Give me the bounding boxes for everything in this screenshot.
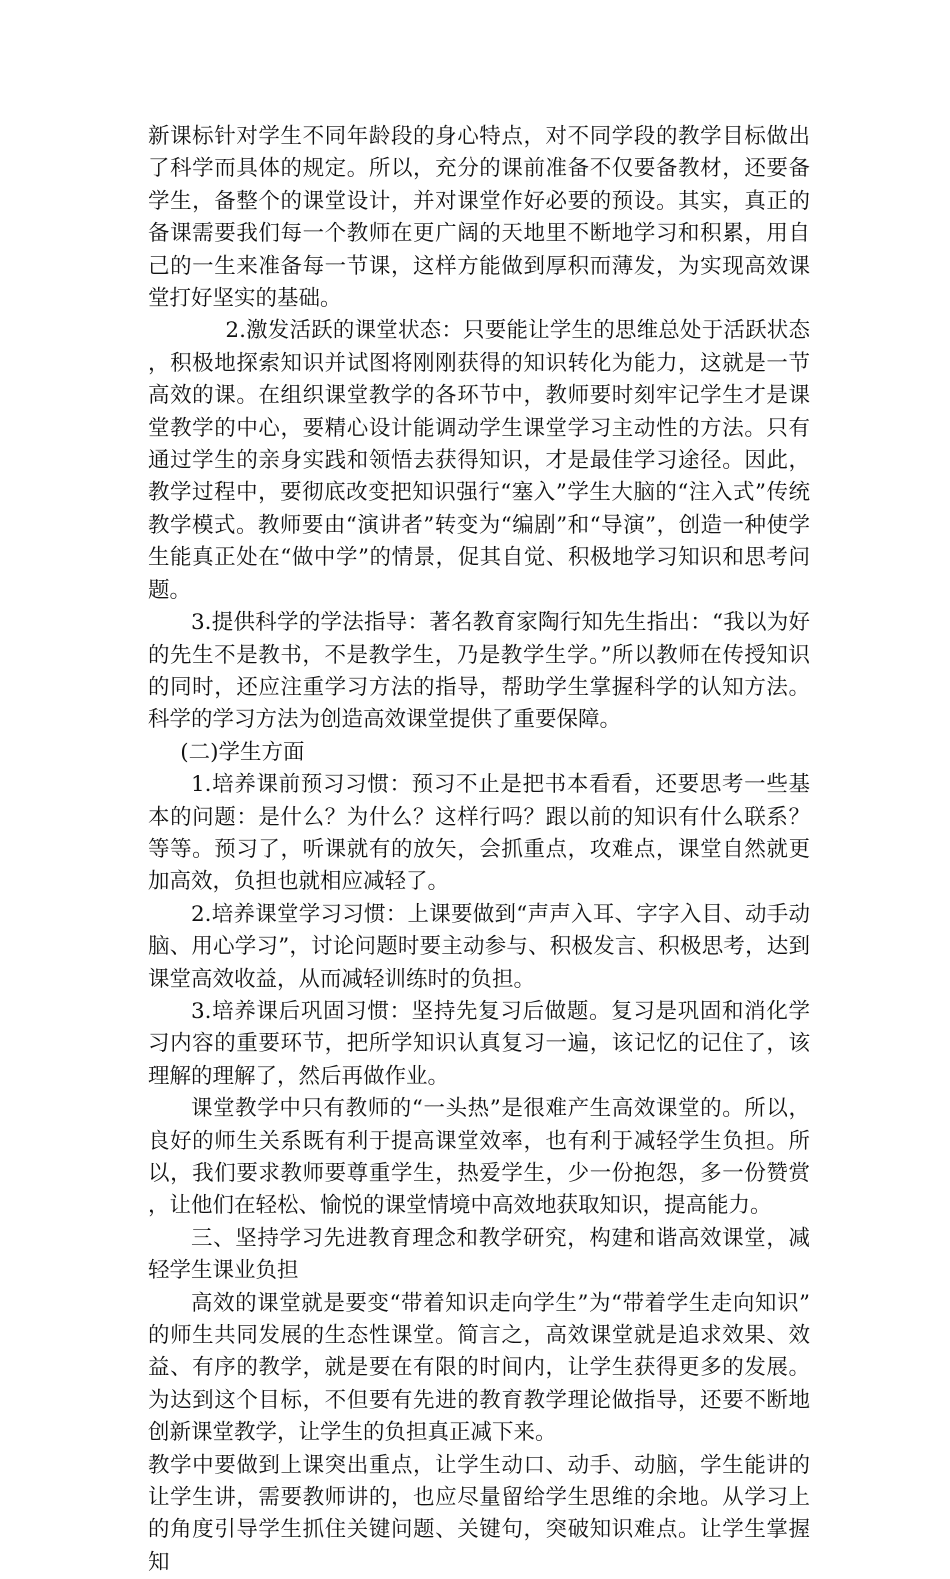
paragraph-study-method-guidance: 3.提供科学的学法指导：著名教育家陶行知先生指出：“我以为好的先生不是教书，不是教学生，乃是教学生学。”所以教师在传授知识的同时，还应注重学习方法的指导，帮助学生掌握科学的认知方法。科学的学习方法为创造高效课堂提供了重要保障。 (148, 610, 810, 733)
paragraph-classroom-habit: 2.培养课堂学习习惯：上课要做到“声声入耳、字字入目、动手动脑、用心学习”，讨论问题时要主动参与、积极发言、积极思考，达到课堂高效收益，从而减轻训练时的负担。 (148, 901, 810, 992)
document-body (148, 121, 810, 1579)
section-heading-three: 三、坚持学习先进教育理念和教学研究，构建和谐高效课堂，减轻学生课业负担 (148, 1225, 810, 1284)
paragraph-efficient-classroom: 高效的课堂就是要变“带着知识走向学生”为“带着学生走向知识”的师生共同发展的生态性课堂。简言之，高效课堂就是追求效果、效益、有序的教学，就是要在有限的时间内，让学生获得更多的发展。为达到这个目标，不但要有先进的教育教学理论做指导，还要不断地创新课堂教学，让学生的负担真正减下来。 (148, 1290, 810, 1446)
paragraph-lesson-preparation: 新课标针对学生不同年龄段的身心特点，对不同学段的教学目标做出了科学而具体的规定。所以，充分的课前准备不仅要备教材，还要备学生，备整个的课堂设计，并对课堂作好必要的预设。其实，真正的备课需要我们每一个教师在更广阔的天地里不断地学习和积累，用自己的一生来准备每一节课，这样方能做到厚积而薄发，为实现高效课堂打好坚实的基础。 (148, 124, 810, 312)
paragraph-teacher-student-relationship: 课堂教学中只有教师的“一头热”是很难产生高效课堂的。所以，良好的师生关系既有利于提高课堂效率，也有利于减轻学生负担。所以，我们要求教师要尊重学生，热爱学生，少一份抱怨，多一份赞赏，让他们在轻松、愉悦的课堂情境中高效地获取知识，提高能力。 (148, 1096, 810, 1219)
paragraph-teaching-focus: 教学中要做到上课突出重点，让学生动口、动手、动脑，学生能讲的让学生讲，需要教师讲的，也应尽量留给学生思维的余地。从学习上的角度引导学生抓住关键问题、关键句，突破知识难点。让学生掌握知 (148, 1452, 810, 1575)
paragraph-preview-habit: 1.培养课前预习习惯：预习不止是把书本看看，还要思考一些基本的问题：是什么？为什么？这样行吗？跟以前的知识有什么联系？等等。预习了，听课就有的放矢，会抓重点，攻难点，课堂自然就更加高效，负担也就相应减轻了。 (148, 772, 810, 895)
paragraph-review-habit: 3.培养课后巩固习惯：坚持先复习后做题。复习是巩固和消化学习内容的重要环节，把所学知识认真复习一遍，该记忆的记住了，该理解的理解了，然后再做作业。 (148, 998, 810, 1089)
section-heading-students: (二)学生方面 (180, 739, 305, 765)
paragraph-active-classroom: 2.激发活跃的课堂状态：只要能让学生的思维总处于活跃状态，积极地探索知识并试图将刚刚获得的知识转化为能力，这就是一节高效的课。在组织课堂教学的各环节中，教师要时刻牢记学生才是课堂教学的中心，要精心设计能调动学生课堂学习主动性的方法。只有通过学生的亲身实践和领悟去获得知识，才是最佳学习途径。因此，教学过程中，要彻底改变把知识强行“塞入”学生大脑的“注入式”传统教学模式。教师要由“演讲者”转变为“编剧”和“导演”，创造一种使学生能真正处在“做中学”的情景，促其自觉、积极地学习知识和思考问题。 (148, 318, 811, 603)
